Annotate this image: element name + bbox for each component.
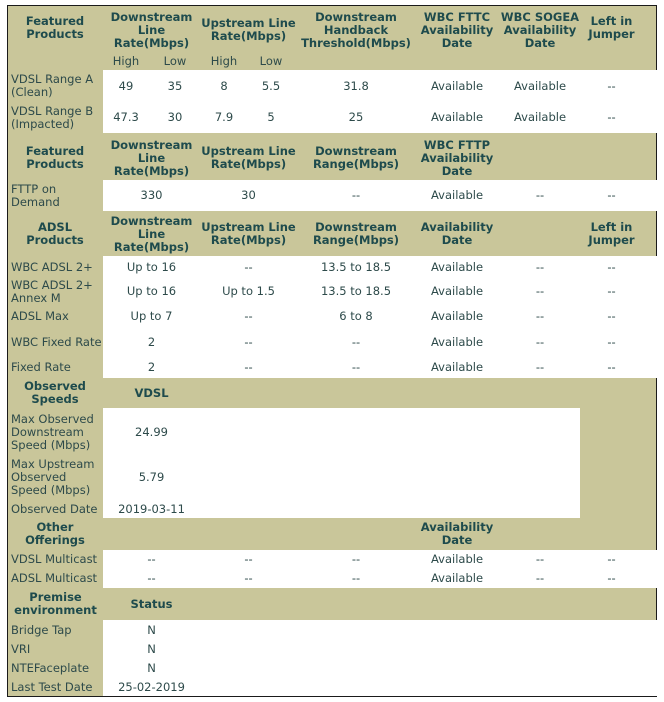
- row-label: VRI: [11, 642, 31, 656]
- cell-ds-high: 49: [118, 78, 134, 93]
- row-label: Last Test Date: [11, 680, 93, 694]
- header-wbc-sogea-availability: WBC SOGEA Availability Date: [500, 9, 580, 50]
- cell-upstream: --: [244, 359, 253, 374]
- header-adsl-products: ADSL Products: [26, 220, 84, 247]
- cell-range: 13.5 to 18.5: [320, 284, 392, 298]
- header-other-offerings: Other Offerings: [25, 520, 85, 547]
- row-label: VDSL Range B (Impacted): [11, 103, 94, 131]
- cell-jumper: --: [607, 78, 616, 93]
- cell-range: --: [351, 188, 361, 202]
- cell-jumper: --: [607, 309, 616, 323]
- cell-downstream: 330: [140, 188, 163, 202]
- cell-c6: --: [535, 552, 545, 566]
- cell-range: 6 to 8: [339, 309, 373, 323]
- cell-downstream: Up to 16: [126, 260, 177, 274]
- cell-availability: Available: [430, 188, 484, 202]
- row-label: NTEFaceplate: [11, 661, 90, 675]
- cell-availability: Available: [430, 284, 484, 298]
- cell-downstream: 2: [147, 335, 156, 349]
- cell-availability: Available: [430, 260, 484, 274]
- cell-upstream: Up to 1.5: [222, 284, 275, 298]
- header-downstream-line-rate: Downstream Line Rate(Mbps): [110, 137, 193, 178]
- cell-handback: 31.8: [343, 78, 369, 93]
- header-handback-threshold: Downstream Handback Threshold(Mbps): [301, 9, 411, 50]
- header-wbc-fttp-availability: WBC FTTP Availability Date: [420, 137, 494, 178]
- cell-us-low: 5.5: [261, 78, 281, 93]
- cell-availability: Available: [430, 335, 484, 349]
- row-label: Observed Date: [11, 501, 98, 516]
- subheader-us-high: High: [210, 53, 238, 68]
- header-observed-speeds: Observed Speeds: [24, 379, 86, 406]
- cell-c6: --: [535, 571, 545, 585]
- cell-jumper: --: [607, 335, 616, 349]
- cell-col6: --: [535, 335, 545, 349]
- cell-ds-high: 47.3: [113, 110, 139, 124]
- header-upstream-line-rate: Upstream Line Rate(Mbps): [201, 144, 296, 171]
- cell-upstream: --: [244, 260, 253, 274]
- cell-col6: --: [535, 284, 545, 298]
- cell-availability: Available: [430, 309, 484, 323]
- cell-downstream: 2: [147, 359, 156, 374]
- cell-availability: Available: [430, 552, 484, 566]
- row-label: WBC ADSL 2+ Annex M: [11, 277, 93, 305]
- row-label: Fixed Rate: [11, 359, 71, 374]
- cell-us-low: 5: [267, 110, 275, 124]
- cell-col6: --: [535, 359, 545, 374]
- cell-c4: --: [351, 552, 361, 566]
- header-downstream-line-rate: Downstream Line Rate(Mbps): [110, 9, 193, 50]
- header-status: Status: [130, 596, 173, 611]
- cell-c3: --: [244, 552, 253, 566]
- cell-jumper: --: [607, 284, 616, 298]
- header-upstream-line-rate: Upstream Line Rate(Mbps): [201, 220, 296, 247]
- row-label: WBC Fixed Rate: [11, 335, 102, 349]
- header-left-in-jumper: Left in Jumper: [588, 14, 635, 41]
- header-left-in-jumper: Left in Jumper: [588, 220, 635, 247]
- cell-c3: --: [244, 571, 253, 585]
- header-availability-date: Availability Date: [420, 220, 494, 247]
- cell-ds-low: 35: [167, 78, 183, 93]
- header-availability-date: Availability Date: [420, 520, 494, 547]
- row-label: VDSL Range A (Clean): [11, 72, 94, 99]
- header-vdsl: VDSL: [134, 385, 169, 400]
- cell-upstream: --: [244, 335, 253, 349]
- cell-fttc: Available: [430, 110, 484, 124]
- cell-jumper: --: [607, 359, 616, 374]
- row-label: FTTP on Demand: [11, 181, 60, 209]
- cell-downstream: Up to 16: [126, 284, 177, 298]
- row-label: Max Upstream Observed Speed (Mbps): [11, 457, 95, 497]
- row-label: Bridge Tap: [11, 622, 72, 637]
- cell-downstream: Up to 7: [130, 309, 173, 323]
- row-label: WBC ADSL 2+: [11, 260, 93, 274]
- cell-upstream: 30: [241, 188, 256, 202]
- subheader-ds-high: High: [112, 53, 140, 68]
- header-downstream-range: Downstream Range(Mbps): [312, 144, 400, 171]
- cell-status: N: [147, 661, 156, 675]
- cell-sogea: Available: [513, 78, 567, 93]
- cell-ds-low: 30: [167, 110, 183, 124]
- cell-fttc: Available: [430, 78, 484, 93]
- cell-status: 25-02-2019: [118, 680, 185, 694]
- cell-us-high: 8: [220, 78, 228, 93]
- row-label: Max Observed Downstream Speed (Mbps): [11, 412, 94, 452]
- cell-range: 13.5 to 18.5: [320, 260, 392, 274]
- cell-jumper: --: [607, 110, 616, 124]
- cell-handback: 25: [348, 110, 364, 124]
- row-label: ADSL Multicast: [11, 571, 98, 585]
- header-downstream-line-rate: Downstream Line Rate(Mbps): [110, 213, 193, 254]
- cell-c2: --: [147, 552, 156, 566]
- cell-status: N: [147, 622, 156, 637]
- cell-col6: --: [535, 188, 545, 202]
- header-wbc-fttc-availability: WBC FTTC Availability Date: [420, 9, 494, 50]
- cell-status: N: [147, 642, 156, 656]
- cell-availability: Available: [430, 359, 484, 374]
- cell-jumper: --: [607, 188, 616, 202]
- subheader-us-low: Low: [259, 53, 283, 68]
- cell-value: 24.99: [135, 425, 168, 439]
- row-label: ADSL Max: [11, 309, 69, 323]
- header-featured-products: Featured Products: [25, 14, 85, 41]
- cell-jumper: --: [607, 260, 616, 274]
- header-premise-environment: Premise environment: [14, 590, 97, 617]
- header-upstream-line-rate: Upstream Line Rate(Mbps): [201, 16, 296, 43]
- subheader-ds-low: Low: [163, 53, 187, 68]
- row-label: VDSL Multicast: [11, 552, 98, 566]
- header-downstream-range: Downstream Range(Mbps): [312, 220, 400, 247]
- cell-c2: --: [147, 571, 156, 585]
- cell-c7: --: [607, 552, 616, 566]
- cell-value: 5.79: [138, 470, 165, 484]
- cell-range: --: [351, 335, 361, 349]
- cell-availability: Available: [430, 571, 484, 585]
- cell-us-high: 7.9: [214, 110, 234, 124]
- cell-c4: --: [351, 571, 361, 585]
- cell-range: --: [351, 359, 361, 374]
- cell-sogea: Available: [513, 110, 567, 124]
- cell-col6: --: [535, 260, 545, 274]
- cell-c7: --: [607, 571, 616, 585]
- cell-upstream: --: [244, 309, 253, 323]
- header-featured-products: Featured Products: [25, 144, 85, 171]
- cell-value: 2019-03-11: [118, 501, 185, 516]
- cell-col6: --: [535, 309, 545, 323]
